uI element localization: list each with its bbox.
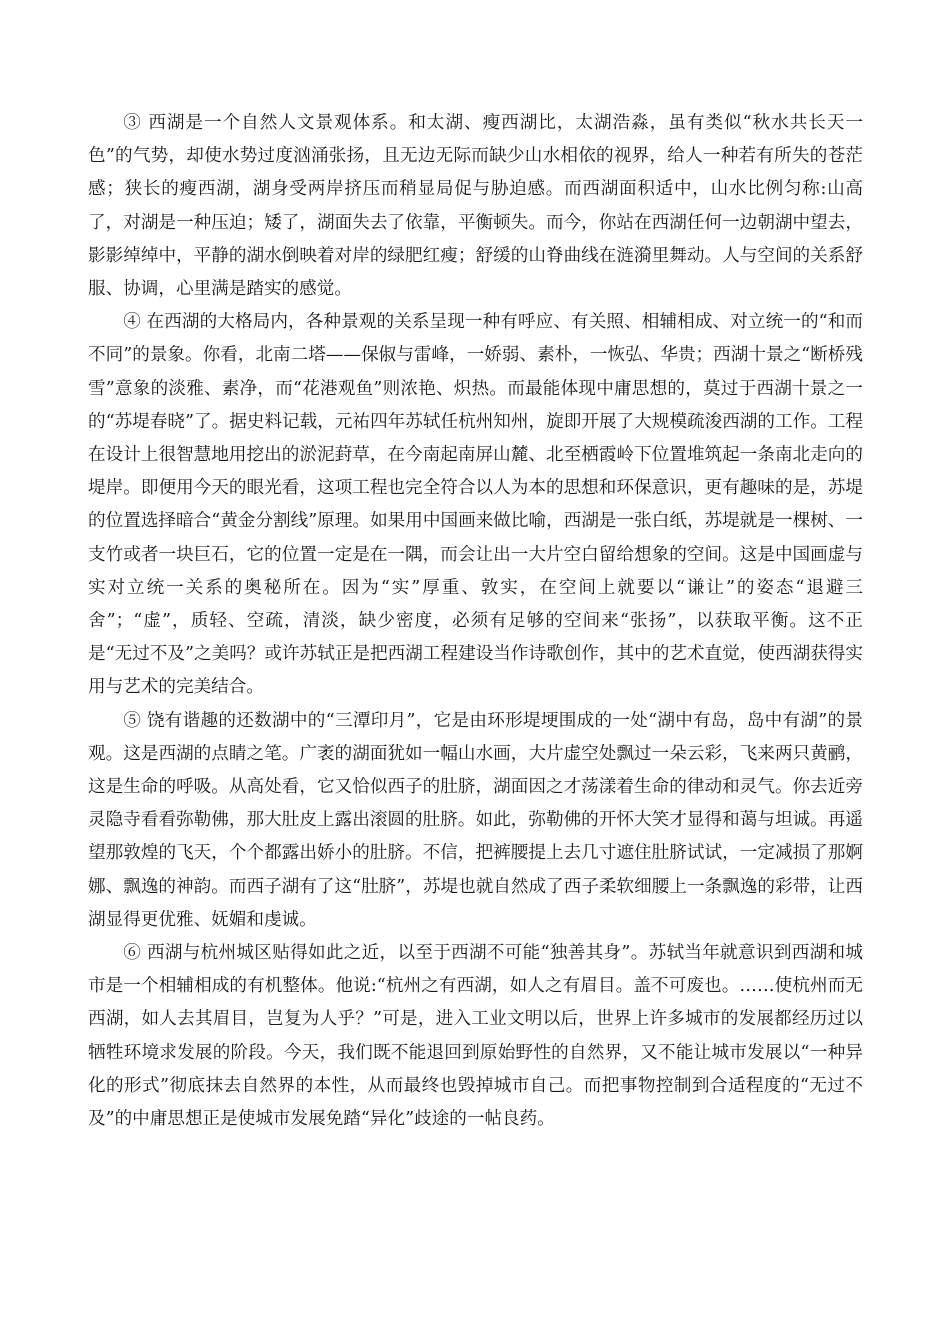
paragraph-3: ③ 西湖是一个自然人文景观体系。和太湖、瘦西湖比，太湖浩淼，虽有类似“秋水共长天一色”的气势，却使水势过度汹涌张扬，且无边无际而缺少山水相依的视界，给人一种若有所失的苍茫感；狭长的瘦西湖，湖身受两岸挤压而稍显局促与胁迫感。而西湖面积适中，山水比例匀称:山高了，对湖是一种压迫；矮了，湖面失去了依靠，平衡顿失。而今，你站在西湖任何一边朝湖中望去，影影绰绰中，平静的湖水倒映着对岸的绿肥红瘦；舒缓的山脊曲线在涟漪里舞动。人与空间的关系舒服、协调，心里满是踏实的感觉。 (88, 113, 863, 300)
paragraph-5: ⑤ 饶有谐趣的还数湖中的“三潭印月”，它是由环形堤埂围成的一处“湖中有岛，岛中有湖”的景观。这是西湖的点睛之笔。广袤的湖面犹如一幅山水画，大片虚空处飘过一朵云彩，飞来两只黄鹂，这是生命的呼吸。从高处看，它又恰似西子的肚脐，湖面因之才荡漾着生命的律动和灵气。你去近旁灵隐寺看看弥勒佛，那大肚皮上露出滚圆的肚脐。如此，弥勒佛的开怀大笑才显得和蔼与坦诚。再遥望那敦煌的飞天，个个都露出娇小的肚脐。不信，把裤腰提上去几寸遮住肚脐试试，一定减损了那婀娜、飘逸的神韵。而西子湖有了这“肚脐”，苏堤也就自然成了西子柔软细腰上一条飘逸的彩带，让西湖显得更优雅、妩媚和虔诚。 (88, 710, 863, 930)
paragraph-4: ④ 在西湖的大格局内，各种景观的关系呈现一种有呼应、有关照、相辅相成、对立统一的“和而不同”的景象。你看，北南二塔——保俶与雷峰，一娇弱、素朴，一恢弘、华贵；西湖十景之“断桥残雪”意象的淡雅、素净，而“花港观鱼”则浓艳、炽热。而最能体现中庸思想的，莫过于西湖十景之一的“苏堤春晓”了。据史料记载，元祐四年苏轼任杭州知州，旋即开展了大规模疏浚西湖的工作。工程在设计上很智慧地用挖出的淤泥葑草，在今南起南屏山麓、北至栖霞岭下位置堆筑起一条南北走向的堤岸。即便用今天的眼光看，这项工程也完全符合以人为本的思想和环保意识，更有趣味的是，苏堤的位置选择暗合“黄金分割线”原理。如果用中国画来做比喻，西湖是一张白纸，苏堤就是一棵树、一支竹或者一块巨石，它的位置一定是在一隅，而会让出一大片空白留给想象的空间。这是中国画虚与实对立统一关系的奥秘所在。因为“实”厚重、敦实，在空间上就要以“谦让”的姿态“退避三舍”；“虚”，质轻、空疏，清淡，缺少密度，必须有足够的空间来“张扬”，以获取平衡。这不正是“无过不及”之美吗？或许苏轼正是把西湖工程建设当作诗歌创作，其中的艺术直觉，使西湖获得实用与艺术的完美结合。 (88, 312, 863, 698)
paragraph-6: ⑥ 西湖与杭州城区贴得如此之近，以至于西湖不可能“独善其身”。苏轼当年就意识到西湖和城市是一个相辅相成的有机整体。他说:“杭州之有西湖，如人之有眉目。盖不可废也。……使杭州而无西湖，如人去其眉目，岂复为人乎？”可是，进入工业文明以后，世界上许多城市的发展都经历过以牺牲环境求发展的阶段。今天，我们既不能退回到原始野性的自然界，又不能让城市发展以“一种异化的形式”彻底抹去自然界的本性，从而最终也毁掉城市自己。而把事物控制到合适程度的“无过不及”的中庸思想正是使城市发展免踏“异化”歧途的一帖良药。 (88, 943, 863, 1130)
document-body (88, 107, 863, 1136)
